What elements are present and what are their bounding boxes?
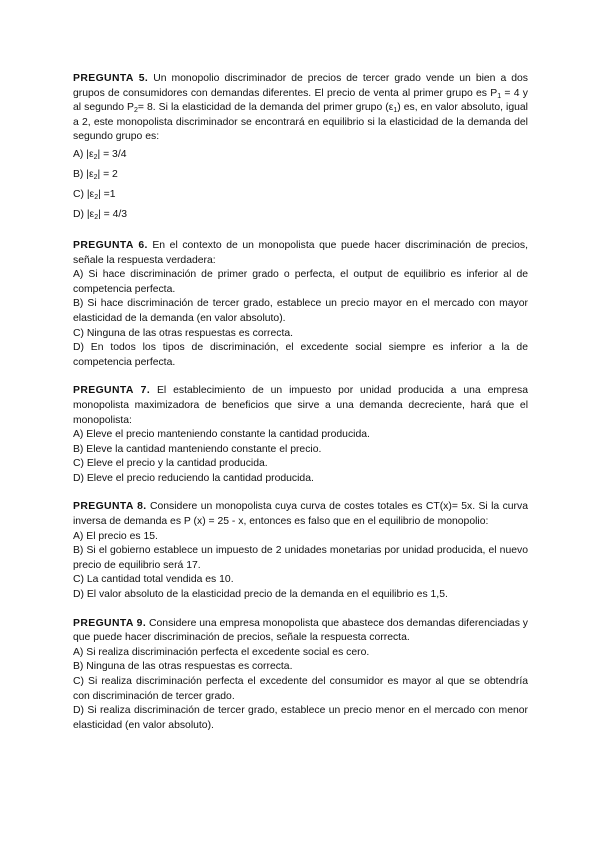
question-8-option-b: B) Si el gobierno establece un impuesto de 2 unidades monetarias por unidad producida, el nuevo precio de equilibrio será 17.: [73, 545, 528, 571]
question-5-option-b: B) $|\varepsilon_2| = 2$: [73, 168, 118, 181]
question-5-text-b: = 4 y al segundo P: [73, 87, 528, 114]
question-8-option-a: A) El precio es 15.: [73, 530, 158, 542]
question-7-statement: [73, 384, 528, 428]
question-9-label: PREGUNTA 9.: [73, 617, 147, 629]
question-5-text-a: Un monopolio discriminador de precios de tercer grado vende un bien a dos grupos de consumidores con demandas diferentes. El precio de venta al primer grupo es P: [73, 73, 528, 99]
question-9-option-d: D) Si realiza discriminación de tercer grado, establece un precio menor en el mercado con menor elasticidad (en valor absoluto).: [73, 705, 528, 731]
question-9-option-c: C) Si realiza discriminación perfecta el excedente del consumidor es mayor al que se obtendría con discriminación de tercer grado.: [73, 676, 528, 702]
subscript: 1: [497, 92, 502, 100]
question-6-text: En el contexto de un monopolista que puede hacer discriminación de precios, señale la respuesta verdadera:: [73, 239, 528, 266]
question-5-option-a: A) $|\varepsilon_2| = 3/4$: [73, 148, 127, 161]
question-5-text-c: = 8. Si la elasticidad de la demanda del primer grupo (ε: [137, 102, 394, 114]
question-5-option-d: D) $|\varepsilon_2| = 4/3$: [73, 208, 128, 221]
question-6-option-d: D) En todos los tipos de discriminación, el excedente social siempre es inferior a la de competencia perfecta.: [73, 342, 528, 368]
question-5: [73, 72, 528, 225]
question-6: [73, 239, 528, 370]
question-5-label: PREGUNTA 5.: [73, 73, 149, 84]
question-5-text-d: ) es, en valor absoluto, igual a 2, este monopolista discriminador se encontrará en equilibrio si la elasticidad de la demanda del segundo grupo es:: [73, 102, 528, 143]
question-8-text: Considere un monopolista cuya curva de costes totales es CT(x)= 5x. Si la curva inversa de demanda es P (x) = 25 - x, entonces es falso que en el equilibrio de monopolio:: [73, 501, 528, 528]
question-9: [73, 617, 528, 734]
question-7-option-b: B) Eleve la cantidad manteniendo constante el precio.: [73, 443, 322, 455]
subscript: 2: [133, 107, 138, 115]
question-5-option-c: C) $|\varepsilon_2| =1$: [73, 188, 116, 201]
question-7-option-d: D) Eleve el precio reduciendo la cantidad producida.: [73, 472, 314, 484]
question-7-option-a: A) Eleve el precio manteniendo constante la cantidad producida.: [73, 429, 370, 441]
question-6-option-c: C) Ninguna de las otras respuestas es correcta.: [73, 327, 294, 339]
question-6-statement: [73, 239, 528, 268]
question-6-option-b: B) Si hace discriminación de tercer grado, establece un precio mayor en el mercado con mayor elasticidad de la demanda (en valor absoluto).: [73, 298, 528, 324]
question-8-option-d: D) El valor absoluto de la elasticidad precio de la demanda en el equilibrio es 1,5.: [73, 589, 448, 601]
question-8: [73, 500, 528, 602]
subscript: 1: [393, 107, 398, 115]
question-5-statement: [73, 72, 528, 145]
exam-page: [73, 72, 528, 747]
question-9-text: Considere una empresa monopolista que abastece dos demandas diferenciadas y que puede hacer discriminación de precios, señale la respuesta correcta.: [73, 617, 528, 644]
question-7-label: PREGUNTA 7.: [73, 385, 151, 397]
question-9-option-b: B) Ninguna de las otras respuestas es correcta.: [73, 661, 293, 673]
question-8-label: PREGUNTA 8.: [73, 501, 147, 513]
question-6-label: PREGUNTA 6.: [73, 239, 148, 251]
question-7: [73, 384, 528, 486]
question-8-option-c: C) La cantidad total vendida es 10.: [73, 574, 234, 586]
question-9-option-a: A) Si realiza discriminación perfecta el excedente social es cero.: [73, 646, 370, 658]
question-8-statement: [73, 500, 528, 529]
question-7-option-c: C) Eleve el precio y la cantidad producida.: [73, 458, 268, 470]
question-6-option-a: A) Si hace discriminación de primer grado o perfecta, el output de equilibrio es inferior al de competencia perfecta.: [73, 269, 528, 295]
question-9-statement: [73, 617, 528, 646]
question-7-text: El establecimiento de un impuesto por unidad producida a una empresa monopolista maximizadora de beneficios que sirve a una demanda decreciente, hará que el monopolista:: [73, 385, 528, 426]
